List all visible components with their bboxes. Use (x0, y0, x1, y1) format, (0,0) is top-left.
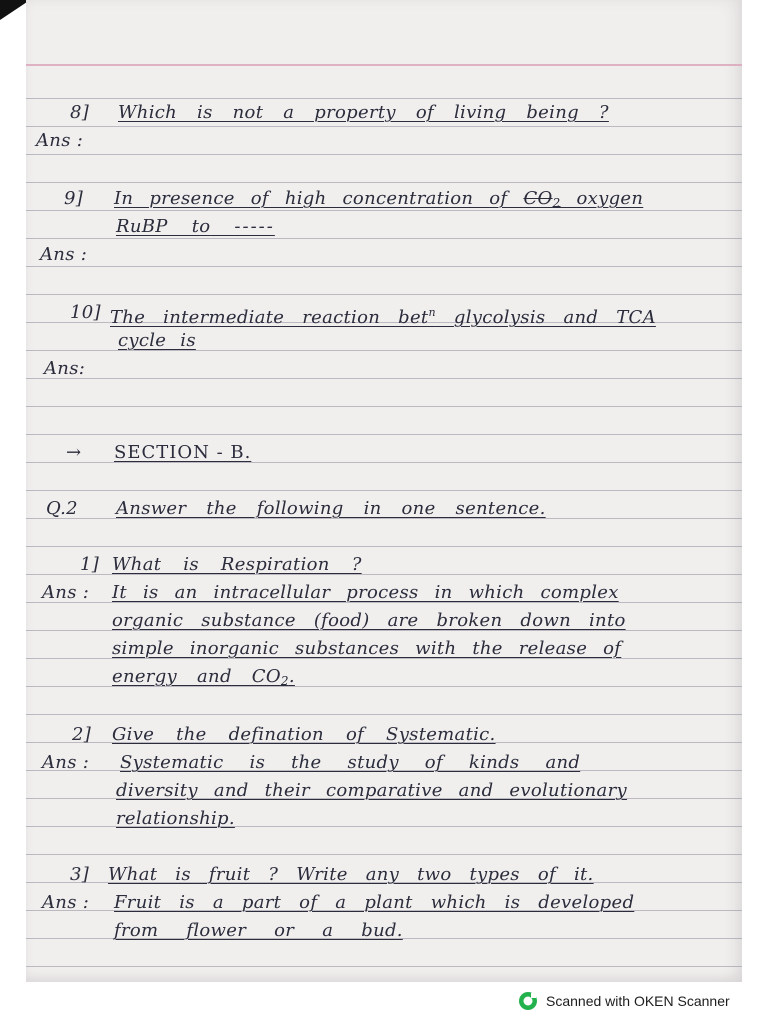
question-10-number: 10] (70, 302, 101, 323)
ruled-line (26, 406, 742, 407)
scanner-watermark (518, 990, 730, 1012)
q2-heading-text: Answer the following in one sentence. (116, 498, 546, 519)
page-top-margin-line (26, 64, 742, 66)
question-8-text: Which is not a property of living being ? (118, 102, 609, 123)
ruled-line (26, 98, 742, 99)
question-9-blank: ----- (234, 216, 275, 237)
sub-question-3-number: 3] (70, 864, 90, 885)
section-b-title: SECTION - B. (114, 442, 252, 463)
question-9-text-line2: RuBP to ----- (116, 216, 275, 237)
sub-question-1-answer-line3: simple inorganic substances with the release of (112, 638, 622, 659)
oken-scanner-logo-icon (518, 991, 538, 1011)
sub-question-2-number: 2] (72, 724, 92, 745)
sub-question-3-answer-line2: from flower or a bud. (114, 920, 403, 941)
sub-question-2-text: Give the defination of Systematic. (112, 724, 496, 745)
sub-question-1-answer-line1: It is an intracellular process in which complex (112, 582, 619, 603)
ruled-line (26, 154, 742, 155)
ruled-line (26, 714, 742, 715)
struck-co2: $CO_2$ (523, 188, 561, 210)
question-9-answer-label: Ans : (40, 244, 88, 265)
sub-question-1-answer-label: Ans : (42, 582, 90, 603)
ruled-line (26, 490, 742, 491)
sub-question-3-answer-line1: Fruit is a part of a plant which is developed (114, 892, 635, 913)
ruled-line (26, 434, 742, 435)
ruled-line (26, 294, 742, 295)
question-8-number: 8] (70, 102, 90, 123)
sub-question-3-text: What is fruit ? Write any two types of it. (108, 864, 594, 885)
ruled-line (26, 182, 742, 183)
notebook-page (26, 0, 742, 982)
ruled-line (26, 378, 742, 379)
sub-question-2-answer-line1: Systematic is the study of kinds and (120, 752, 581, 773)
sub-question-3-answer-label: Ans : (42, 892, 90, 913)
question-10-answer-label: Ans: (44, 358, 86, 379)
sub-question-2-answer-line3: relationship. (116, 808, 235, 829)
question-9-text-line1: In presence of high concentration of $CO_2$ oxygen (114, 188, 644, 210)
sub-question-1-text: What is Respiration ? (112, 554, 362, 575)
sub-question-2-answer-line2: diversity and their comparative and evolutionary (116, 780, 627, 801)
sub-question-1-answer-line4: energy and $CO_2$. (112, 666, 295, 688)
ruled-line (26, 854, 742, 855)
ruled-line (26, 966, 742, 967)
arrow-icon: → (66, 442, 82, 463)
sub-question-1-number: 1] (80, 554, 100, 575)
sub-question-2-answer-label: Ans : (42, 752, 90, 773)
question-9-number: 9] (64, 188, 84, 209)
ruled-line (26, 266, 742, 267)
question-10-text-line2: cycle is (118, 330, 196, 351)
ruled-line (26, 546, 742, 547)
sub-question-1-answer-line2: organic substance (food) are broken down into (112, 610, 626, 631)
ruled-line (26, 126, 742, 127)
question-8-answer-label: Ans : (36, 130, 84, 151)
ruled-line (26, 238, 742, 239)
q2-number: Q.2 (46, 498, 78, 519)
scanner-watermark-text: Scanned with OKEN Scanner (546, 993, 730, 1009)
question-10-text-line1: The intermediate reaction bet$^n$ glycolysis and TCA (110, 306, 656, 328)
